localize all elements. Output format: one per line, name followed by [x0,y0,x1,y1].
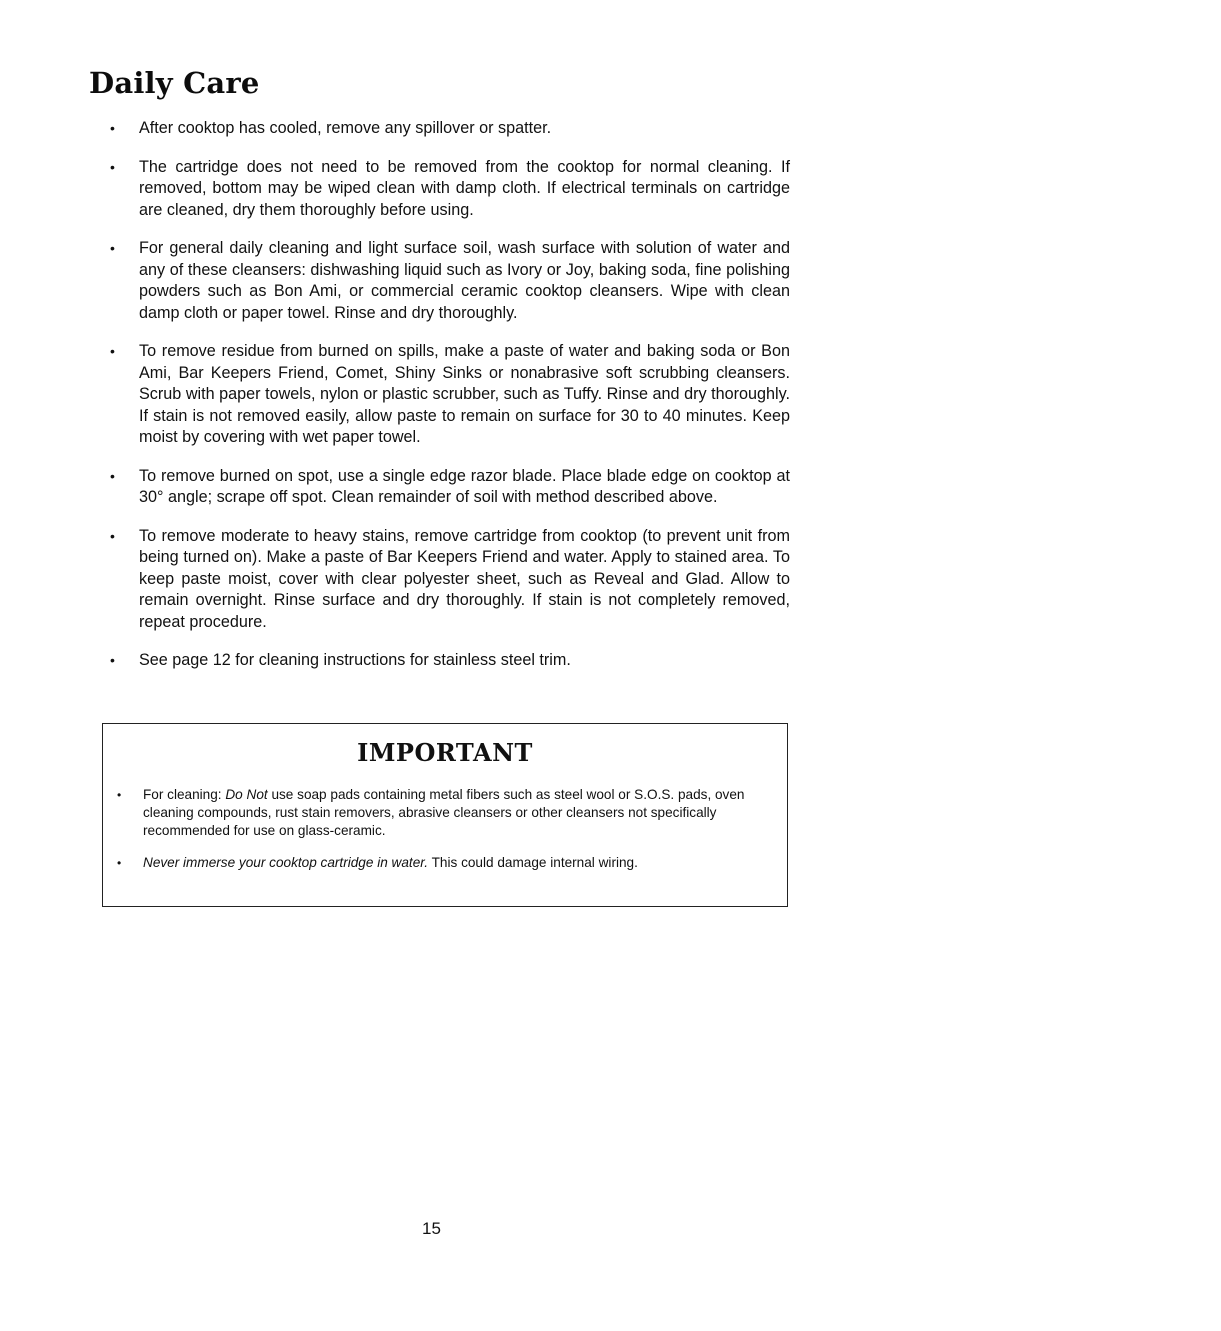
list-item [110,157,790,222]
list-item [110,526,790,634]
important-item-cleaning [117,786,767,840]
bullet-icon: • [110,343,115,359]
page-number: 15 [422,1219,441,1238]
page-title: Daily Care [89,66,260,100]
list-item [110,118,790,140]
list-item-text: For general daily cleaning and light surface soil, wash surface with solution of water and any of these cleansers: dishwashing liquid such as Ivory or Joy, baking soda, fine polishing powders such as Bon Ami, or commercial ceramic cooktop cleansers. Wipe with clean damp cloth or paper towel. Rinse and dry thoroughly. [139,239,790,322]
bullet-icon: • [110,240,115,256]
bullet-icon: • [117,856,122,870]
important-list [117,786,767,886]
important-item-immerse [117,854,767,872]
list-item-text: To remove moderate to heavy stains, remove cartridge from cooktop (to prevent unit from being turned on). Make a paste of Bar Keepers Friend and water. Apply to stained area. To keep paste moist, cover with clear polyester sheet, such as Reveal and Glad. Allow to remain overnight. Rinse surface and dry thoroughly. If stain is not completely removed, repeat procedure. [139,526,790,631]
list-item [110,466,790,509]
bullet-icon: • [110,467,115,484]
list-item-text: To remove residue from burned on spills, make a paste of water and baking soda or Bon Ami, Bar Keepers Friend, Comet, Shiny Sinks or nonabrasive soft scrubbing cleansers. Scrub with paper towels, nylon or plastic scrubber, such as Tuffy. Rinse and dry thoroughly. If stain is not removed easily, allow paste to remain on surface for 30 to 40 minutes. Keep moist by covering with wet paper towel. [139,342,790,446]
important-item-text: use soap pads containing metal fibers such as steel wool or S.O.S. pads, oven cleaning compounds, rust stain removers, abrasive cleansers or other cleansers not specifically recommended for use on glass-ceramic. [143,787,745,838]
care-instructions-list [110,118,790,689]
list-item-text: To remove burned on spot, use a single edge razor blade. Place blade edge on cooktop at 30° angle; scrape off spot. Clean remainder of soil with method described above. [139,466,790,506]
list-item-text: The cartridge does not need to be removed from the cooktop for normal cleaning. If removed, bottom may be wiped clean with damp cloth. If electrical terminals on cartridge are cleaned, dry them thoroughly before using. [139,157,790,219]
bullet-icon: • [110,527,115,544]
list-item [110,238,790,324]
bullet-icon: • [110,120,115,136]
important-heading: IMPORTANT [357,738,533,767]
list-item-text: After cooktop has cooled, remove any spillover or spatter. [139,119,552,137]
important-emphasis: Never immerse your cooktop cartridge in water. [143,855,429,870]
bullet-icon: • [110,652,115,668]
bullet-icon: • [117,788,122,802]
important-item-prefix: For cleaning: [143,787,226,802]
important-item-text: This could damage internal wiring. [428,855,638,870]
important-emphasis: Do Not [225,787,268,802]
list-item-text: See page 12 for cleaning instructions for stainless steel trim. [139,651,571,669]
list-item [110,341,790,449]
list-item [110,650,790,672]
bullet-icon: • [110,158,115,175]
important-notice-box [102,723,788,907]
